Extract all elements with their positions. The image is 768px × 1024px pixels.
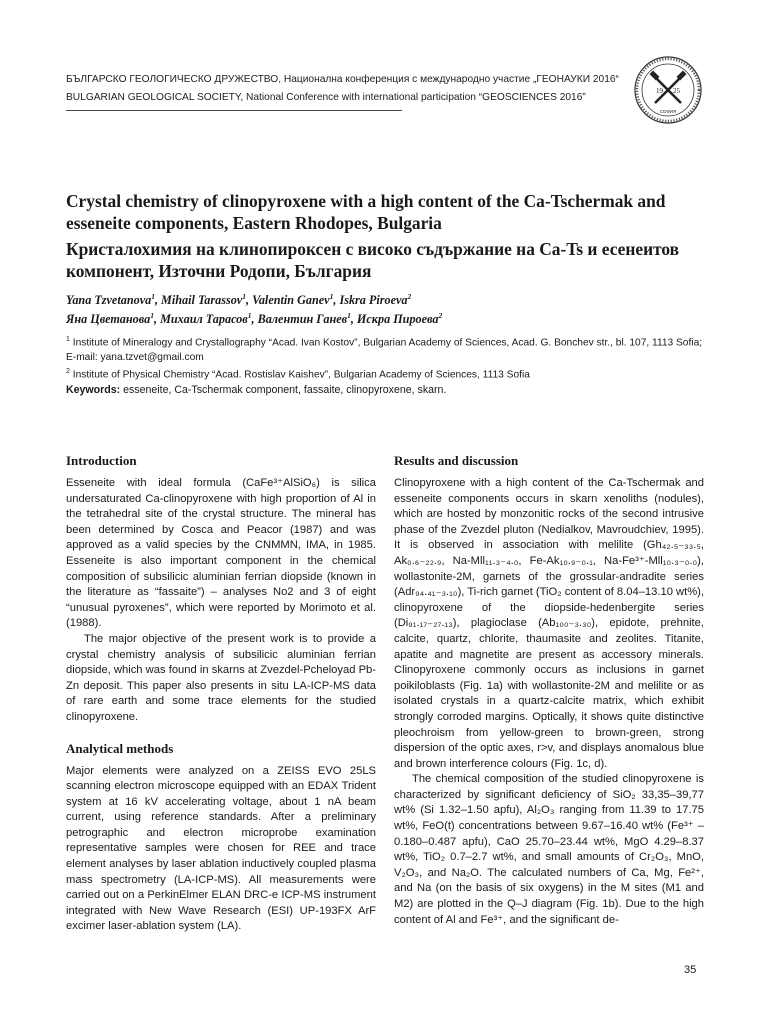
keywords: [66, 384, 706, 396]
geological-society-seal-logo: [633, 55, 703, 125]
results-heading: Results and discussion: [394, 453, 519, 468]
keywords-label: Keywords:: [66, 384, 121, 396]
en-author-name: Valentin Ganev: [252, 293, 330, 308]
header-rule: [66, 110, 402, 111]
running-header: [66, 71, 626, 107]
affiliation-1-text: Institute of Mineralogy and Crystallography “Acad. Ivan Kostov”, Bulgarian Academy of Sciences, Acad. G. Bonchev str., bl. 107, 1113 Sofia; E-mail: yana.tzvet@gmail.com: [66, 337, 703, 363]
en-author-affiliation-marker: 1: [242, 292, 246, 301]
paper-title-english: Crystal chemistry of clinopyroxene with a high content of the Ca-Tschermak and esseneite components, Eastern Rhodopes, Bulgaria: [66, 191, 666, 233]
introduction-paragraph-1: Esseneite with ideal formula (CaFe³⁺AlSiO₆) is silica undersaturated Ca-clinopyroxene with high proportion of Al in the tetrahedral site of the crystal structure. The mineral has been determined by Cosca and Peacor (1987) and was approved as a valid species by the CNMMN, IMA, in 1985. Esseneite is also important component in the chemical composition of subsilicic aluminian ferrian diopside (known in the literature as “fassaite”) – analyses No2 and 3 of eight “unusual pyroxenes”, which were reported by Morimoto et al. (1988).: [66, 477, 376, 630]
results-paragraph-2: The chemical composition of the studied clinopyroxene is characterized by significant deficiency of SiO₂ 33,35–39,77 wt% (Si 1.32–1.50 apfu), Al₂O₃ ranging from 11.39 to 17.75 wt%, FeO(t) concentrations between 9.67–16.40 wt% (Fe³⁺ – 0.180–0.487 apfu), CaO 25.70–23.44 wt%, MgO 4.29–8.37 wt%, TiO₂ 0.7–2.7 wt%, and small amounts of Cr₂O₃, MnO, V₂O₃, and Na₂O. The calculated numbers of Ca, Mg, Fe²⁺, and Na (on the basis of six oxygens) in the M sites (M1 and M2) are plotted in the Q–J diagram (Fig. 1b). Due to the high content of Al and Fe³⁺, and the significant de-: [394, 773, 704, 926]
bg-author-affiliation-marker: 1: [347, 311, 351, 321]
affiliation-1: [66, 333, 706, 365]
page-number: 35: [684, 964, 697, 976]
methods-heading: Analytical methods: [66, 740, 174, 756]
seal-year-left: 19: [656, 87, 663, 95]
bg-author-name: Искра Пироева: [356, 312, 439, 327]
author-list: [66, 289, 706, 327]
seal-year-right: 25: [673, 87, 680, 95]
right-column: [394, 452, 704, 928]
methods-paragraph-1: Major elements were analyzed on a ZEISS EVO 25LS scanning electron microscope equipped with an EDAX Trident system at 16 kV accelerating voltage, about 1 nA beam current, using reference standards. After a preliminary petrographic and electron microprobe examination representative samples were chosen for REE and trace element analyses by laser ablation inductively coupled plasma mass spectrometry (LA-ICP-MS). All measurements were carried out on a PerkinElmer ELAN DRC-e ICP-MS instrument integrated with New Wave Research (ESI) UP-193FX ArF excimer laser-ablation system (LA).: [66, 764, 376, 933]
en-author-affiliation-marker: 1: [151, 292, 155, 301]
authors-english: Yana Tzvetanova$^1$, Mihail Tarassov$^1$, Valentin Ganev$^1$, Iskra Piroeva$^2$: [66, 292, 412, 308]
header-line-english: BULGARIAN GEOLOGICAL SOCIETY, National Conference with international participation “GEOSCIENCES 2016”: [66, 92, 586, 103]
bg-author-name: Михаил Тарасов: [160, 312, 248, 327]
bg-author-name: Валентин Ганев: [257, 312, 348, 327]
affiliation-2-text: Institute of Physical Chemistry “Acad. Rostislav Kaishev”, Bulgarian Academy of Sciences, 1113 Sofia: [72, 369, 530, 381]
keywords-text: esseneite, Ca-Tschermak component, fassaite, clinopyroxene, skarn.: [123, 384, 447, 396]
bg-author-name: Яна Цветанова: [66, 312, 151, 327]
en-author-name: Mihail Tarassov: [161, 293, 243, 308]
affiliation-2-marker: 2: [66, 367, 70, 375]
introduction-heading: Introduction: [66, 453, 137, 468]
authors-bulgarian: Яна Цветанова$^1$, Михаил Тарасов$^1$, Валентин Ганев$^1$, Искра Пироева$^2$: [66, 311, 443, 327]
en-author-name: Yana Tzvetanova: [66, 293, 152, 308]
bg-author-affiliation-marker: 1: [150, 311, 154, 321]
bg-author-affiliation-marker: 2: [438, 311, 443, 321]
affiliation-2: [66, 365, 706, 383]
left-column: [66, 452, 376, 935]
results-paragraph-1: Clinopyroxene with a high content of the Ca-Tschermak and esseneite components occurs in skarn xenoliths (nodules), which are hosted by monzonitic rocks of the second intrusive phase of the Zvezdel pluton (Nedialkov, Mavroudchiev, 1995). It is observed in association with melilite (Gh₄₂.₅₋₃₃.₅, Ak₀.₆₋₂₂.₉, Na-Mll₁₁.₃₋₄.₀, Fe-Ak₁₀.₉₋₀.₁, Na-Fe³⁺-Mll₁₀.₃₋₀.₀), wollastonite-2M, garnets of the grossular-andradite series (Adr₉₄.₄₁₋₃.₁₀), Ti-rich garnet (TiO₂ content of 8.04–13.10 wt%), clinopyroxene of the diopside-hedenbergite series (Di₉₁.₁₇₋₂₇.₁₃), plagioclase (Ab₁₀₀₋₃.₃₀), epidote, prehnite, calcite, quartz, chlorite, thaumasite and zeolites. Titanite, apatite and magnetite are present as accessory minerals. Clinopyroxene commonly occurs as inclusions in garnet poikiloblasts (Fig. 1a) with wollastonite-2M and melilite or as isolated crystals in a quartz-calcite matrix, which exhibit strongly corroded margins. Optically, it shows quite distinctive pleochroism from yellow-green to brown-green, strong dispersion of the optic axes, r>v, and displays anomalous blue and brown interference colours (Fig. 1c, d).: [394, 477, 705, 770]
header-line-bulgarian: БЪЛГАРСКО ГЕОЛОГИЧЕСКО ДРУЖЕСТВО, Национална конференция с международно участие „ГЕОНАУКИ 2016“: [66, 74, 619, 85]
en-author-affiliation-marker: 1: [329, 292, 334, 301]
paper-title-bulgarian: Кристалохимия на клинопироксен с високо съдържание на Ca-Ts и есенеитов компонент, Източни Родопи, България: [66, 239, 680, 281]
en-author-name: Iskra Piroeva: [339, 293, 408, 308]
bg-author-affiliation-marker: 1: [247, 311, 252, 321]
seal-city: СОФИЯ: [659, 109, 677, 114]
introduction-paragraph-2: The major objective of the present work is to provide a crystal chemistry analysis of subsilicic aluminian ferrian diopside, which was found in skarns at Zvezdel-Pcheloyad Pb-Zn deposit. This paper also presents in situ LA-ICP-MS data of rare earth and some trace elements for the studied clinopyroxene.: [66, 632, 376, 723]
affiliation-1-marker: 1: [66, 336, 70, 343]
en-author-affiliation-marker: 2: [407, 292, 412, 301]
affiliations: [66, 333, 706, 382]
